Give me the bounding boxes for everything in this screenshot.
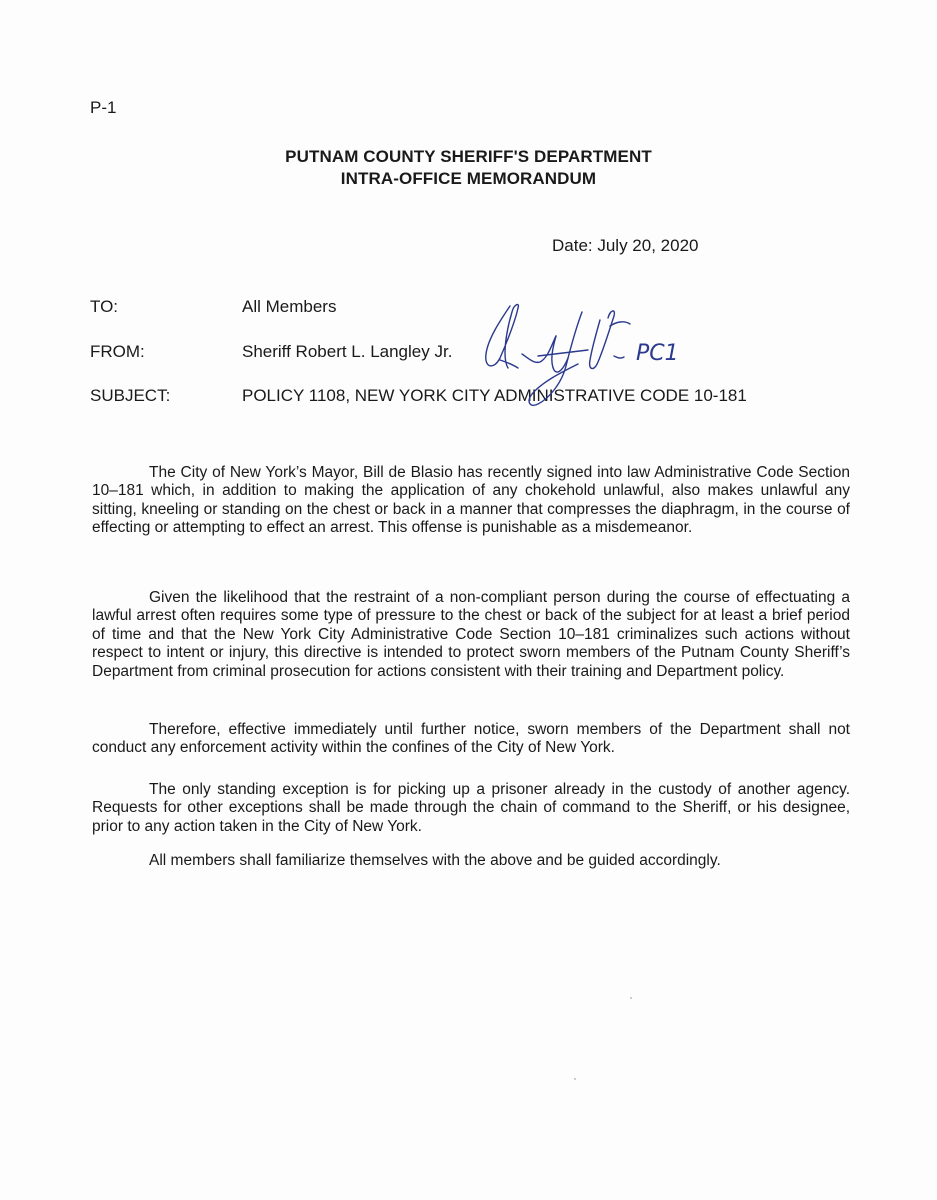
department-title: PUTNAM COUNTY SHERIFF'S DEPARTMENT (285, 147, 652, 166)
handwritten-signature (478, 298, 693, 408)
paper-speck (574, 1078, 576, 1080)
body-paragraph-2: Given the likelihood that the restraint of a non-compliant person during the course of effectuating a lawful arrest often requires some type of pressure to the chest or back of the subject for at least a brief period of time and that the New York City Administrative Code Section 10–181 criminalizes such actions without respect to intent or injury, this directive is intended to protect sworn members of the Putnam County Sheriff’s Department from criminal prosecution for actions consistent with their training and Department policy. (92, 588, 850, 680)
memo-date: Date: July 20, 2020 (552, 236, 699, 255)
to-value: All Members (242, 297, 337, 316)
paper-speck (630, 997, 632, 999)
body-paragraph-1: The City of New York’s Mayor, Bill de Blasio has recently signed into law Administrative Code Section 10–181 which, in addition to making the application of any chokehold unlawful, also makes unlawful any sitting, kneeling or standing on the chest or back in a manner that compresses the diaphragm, in the course of effecting or attempting to effect an arrest. This offense is punishable as a misdemeanor. (92, 463, 850, 537)
signature-initials: PC1 (636, 341, 679, 366)
memo-type-title: INTRA-OFFICE MEMORANDUM (340, 169, 597, 188)
from-label: FROM: (90, 342, 145, 361)
to-label: TO: (90, 297, 119, 316)
subject-value: POLICY 1108, NEW YORK CITY ADMINISTRATIVE CODE 10-181 (242, 386, 747, 405)
body-paragraph-4: The only standing exception is for picking up a prisoner already in the custody of another agency. Requests for other exceptions shall be made through the chain of command to the Sheriff, or his designee, prior to any action taken in the City of New York. (92, 780, 850, 835)
body-paragraph-5: All members shall familiarize themselves with the above and be guided accordingly. (149, 851, 721, 869)
body-paragraph-3: Therefore, effective immediately until further notice, sworn members of the Department shall not conduct any enforcement activity within the confines of the City of New York. (92, 720, 850, 757)
subject-label: SUBJECT: (90, 386, 171, 405)
from-value: Sheriff Robert L. Langley Jr. (242, 342, 453, 361)
page-number: P-1 (90, 98, 117, 117)
memo-header (0, 146, 937, 190)
